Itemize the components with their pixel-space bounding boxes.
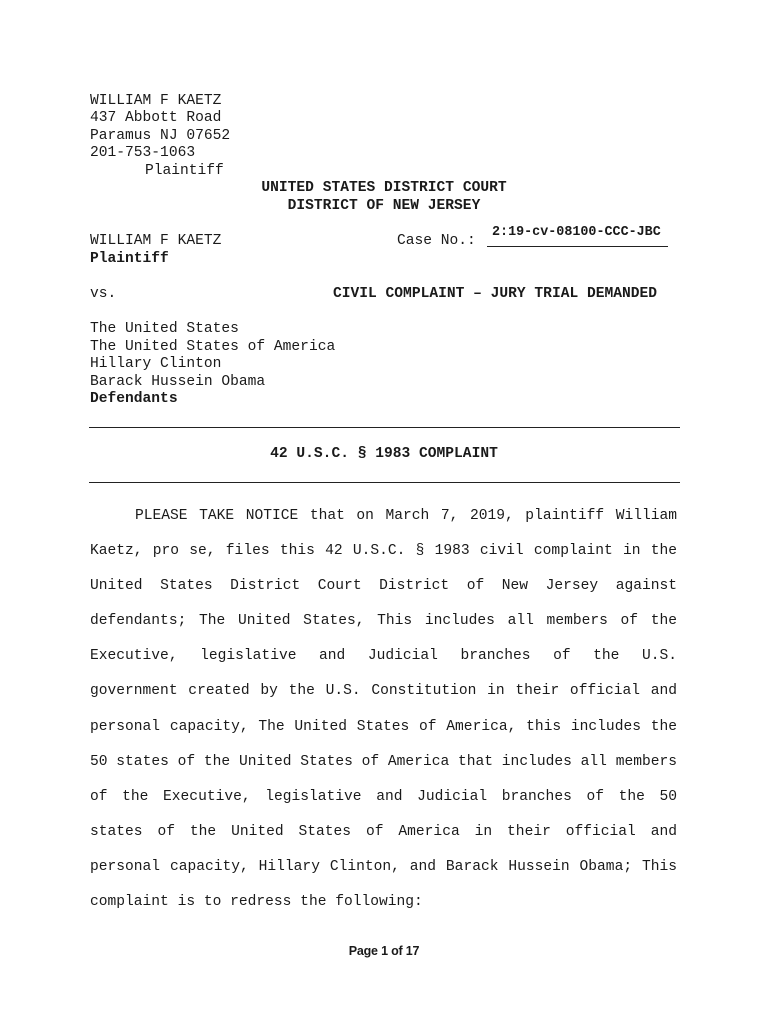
court-district: DISTRICT OF NEW JERSEY	[287, 198, 481, 214]
body-line: states of the United States of America in their official and	[90, 823, 677, 840]
case-number: 2:19-cv-08100-CCC-JBC	[492, 225, 661, 240]
defendant-item: The United States	[90, 321, 239, 337]
caption-plaintiff-label: Plaintiff	[90, 251, 169, 267]
body-line: PLEASE TAKE NOTICE that on March 7, 2019, plaintiff William	[135, 508, 677, 524]
body-line: defendants; The United States, This includes all members of the	[90, 613, 677, 630]
plaintiff-city: Paramus NJ 07652	[90, 128, 231, 144]
defendant-item: The United States of America	[90, 339, 336, 355]
defendants-label: Defendants	[90, 391, 178, 407]
document-title: 42 U.S.C. § 1983 COMPLAINT	[270, 446, 498, 462]
plaintiff-phone: 201-753-1063	[90, 145, 196, 161]
body-line: Kaetz, pro se, files this 42 U.S.C. § 1983 civil complaint in the	[90, 543, 677, 560]
complaint-type: CIVIL COMPLAINT – JURY TRIAL DEMANDED	[333, 286, 658, 302]
case-no-label: Case No.:	[397, 233, 476, 249]
defendant-item: Barack Hussein Obama	[90, 374, 266, 390]
body-line: government created by the U.S. Constitution in their official and	[90, 683, 677, 700]
body-line: Executive, legislative and Judicial branches of the U.S.	[90, 648, 677, 665]
body-line: United States District Court District of New Jersey against	[90, 578, 677, 595]
versus-label: vs.	[90, 286, 117, 302]
body-paragraph	[90, 499, 677, 920]
body-line: of the Executive, legislative and Judicial branches of the 50	[90, 788, 677, 805]
page-number: Page 1 of 17	[348, 944, 420, 958]
body-line: personal capacity, The United States of America, this includes the	[90, 718, 677, 735]
court-name: UNITED STATES DISTRICT COURT	[261, 180, 507, 196]
body-line: personal capacity, Hillary Clinton, and Barack Hussein Obama; This	[90, 858, 677, 875]
caption-plaintiff-name: WILLIAM F KAETZ	[90, 233, 222, 249]
title-bottom-rule	[89, 482, 680, 483]
case-no-underline	[487, 246, 668, 247]
title-top-rule	[89, 427, 680, 428]
body-line: complaint is to redress the following:	[90, 894, 423, 911]
plaintiff-street: 437 Abbott Road	[90, 110, 222, 126]
body-line: 50 states of the United States of America that includes all members	[90, 753, 677, 770]
defendant-item: Hillary Clinton	[90, 356, 222, 372]
plaintiff-name: WILLIAM F KAETZ	[90, 93, 222, 109]
plaintiff-role: Plaintiff	[145, 163, 224, 179]
